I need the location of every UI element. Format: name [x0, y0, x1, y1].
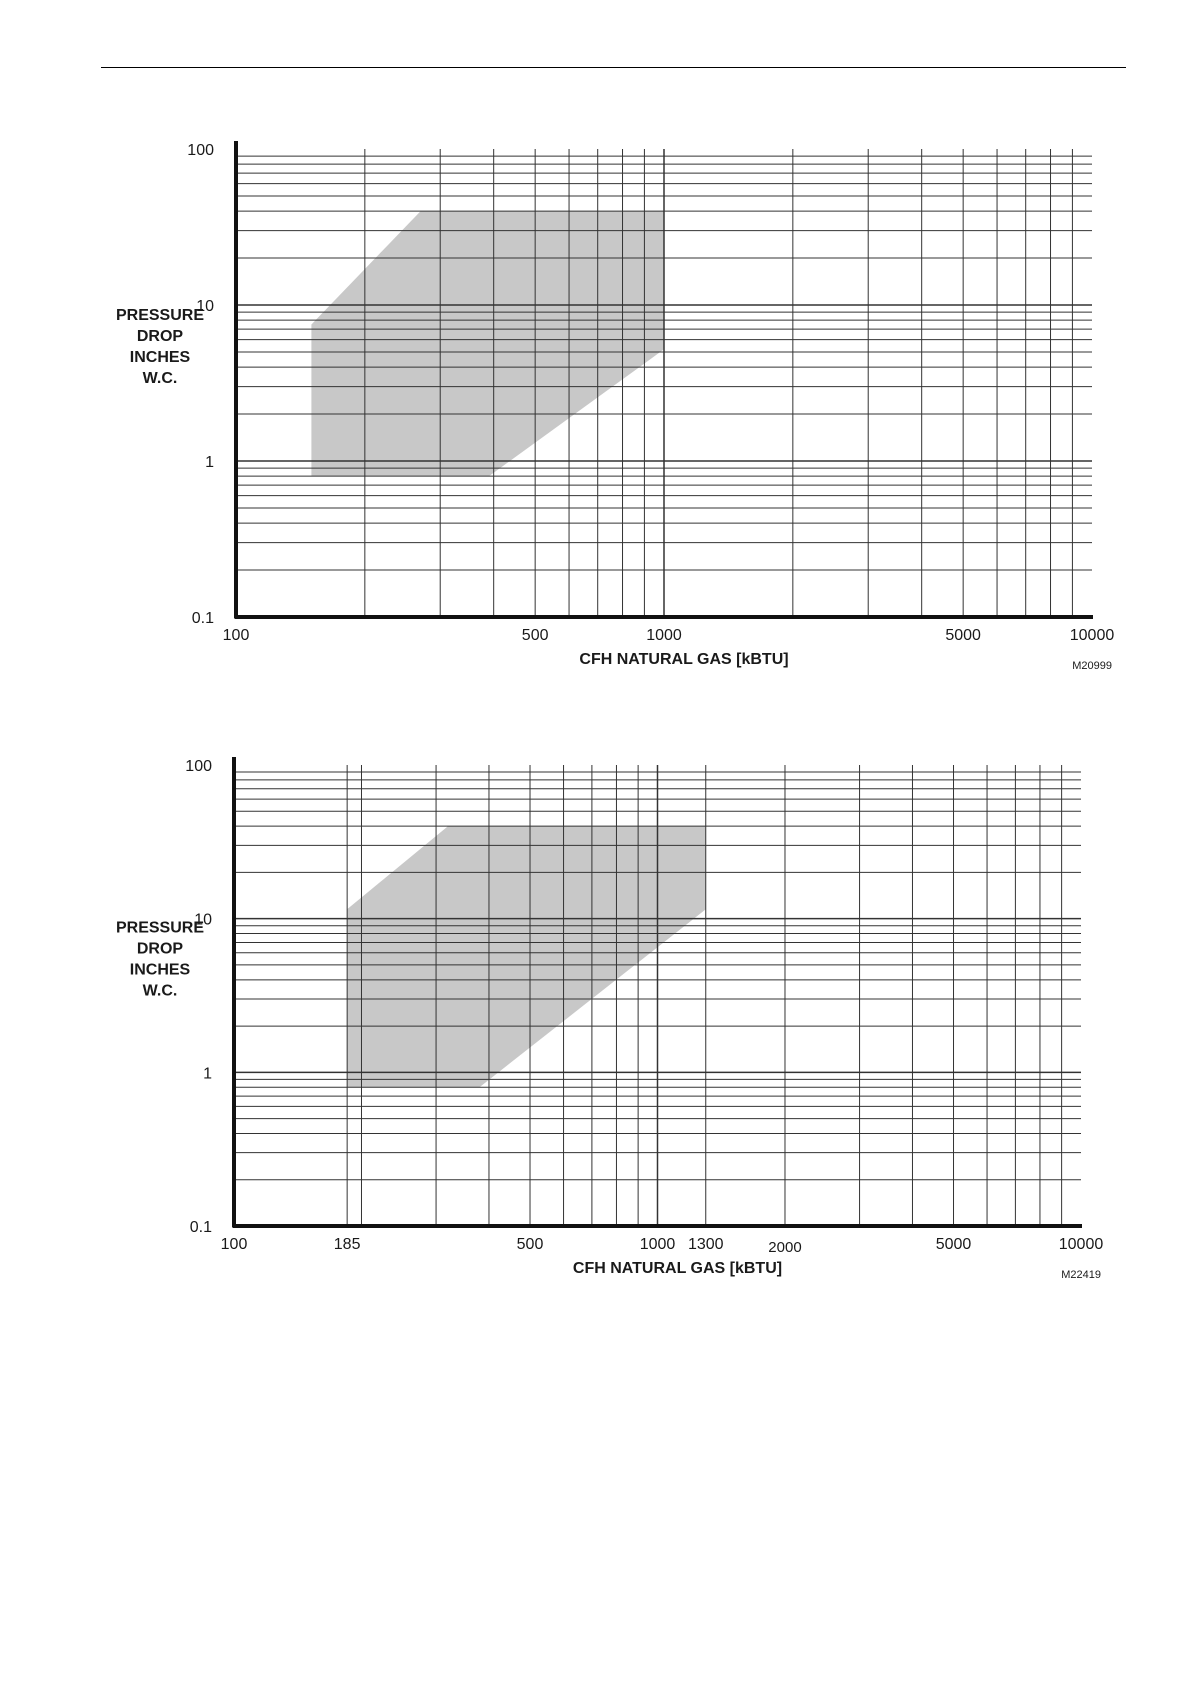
- y-axis-label: PRESSURE: [115, 307, 205, 324]
- y-tick-label: 1: [203, 1065, 212, 1083]
- y-axis-label: PRESSURE: [115, 919, 205, 937]
- chart-svg: [0, 0, 1190, 672]
- figure-id: M20999: [1072, 660, 1112, 672]
- x-tick-label: 5000: [945, 627, 981, 644]
- grid: [236, 149, 1092, 617]
- x-tick-label: 10000: [1058, 1236, 1104, 1253]
- y-axis-label: W.C.: [142, 370, 178, 387]
- x-tick-label: 185: [333, 1236, 361, 1253]
- x-tick-label: 500: [516, 1236, 544, 1253]
- x-tick-label: 1000: [646, 627, 682, 644]
- x-tick-label: 5000: [935, 1236, 972, 1253]
- y-tick-label: 1: [205, 454, 214, 471]
- y-tick-label: 100: [185, 758, 212, 775]
- x-axis-label: CFH NATURAL GAS [kBTU]: [572, 1260, 783, 1277]
- grid: [234, 765, 1081, 1226]
- y-axis-label: INCHES: [129, 349, 191, 366]
- x-tick-label: 1300: [687, 1236, 724, 1253]
- operating-region: [311, 211, 664, 476]
- chart-svg: [0, 610, 1190, 1281]
- y-tick-label: 0.1: [191, 610, 214, 627]
- x-tick-label: 100: [220, 1236, 248, 1253]
- y-tick-label: 0.1: [189, 1219, 212, 1236]
- pressure-drop-chart-m22419: [0, 610, 1190, 1281]
- y-tick-label: 100: [187, 142, 214, 159]
- x-tick-label: 500: [521, 627, 549, 644]
- x-tick-label: 1000: [639, 1236, 676, 1253]
- y-axis-label: DROP: [136, 940, 184, 958]
- x-tick-label: 100: [222, 627, 250, 644]
- x-tick-label: 2000: [768, 1239, 802, 1256]
- pressure-drop-chart-m20999: [0, 0, 1190, 672]
- y-axis-label: DROP: [136, 328, 184, 345]
- x-axis-label: CFH NATURAL GAS [kBTU]: [579, 651, 789, 668]
- y-axis-label: INCHES: [129, 961, 191, 979]
- figure-id: M22419: [1061, 1269, 1101, 1281]
- y-axis-label: W.C.: [142, 982, 178, 1000]
- y-tick-label: 10: [194, 911, 212, 929]
- y-tick-label: 10: [196, 298, 214, 315]
- operating-region: [347, 826, 706, 1087]
- x-tick-label: 10000: [1069, 627, 1115, 644]
